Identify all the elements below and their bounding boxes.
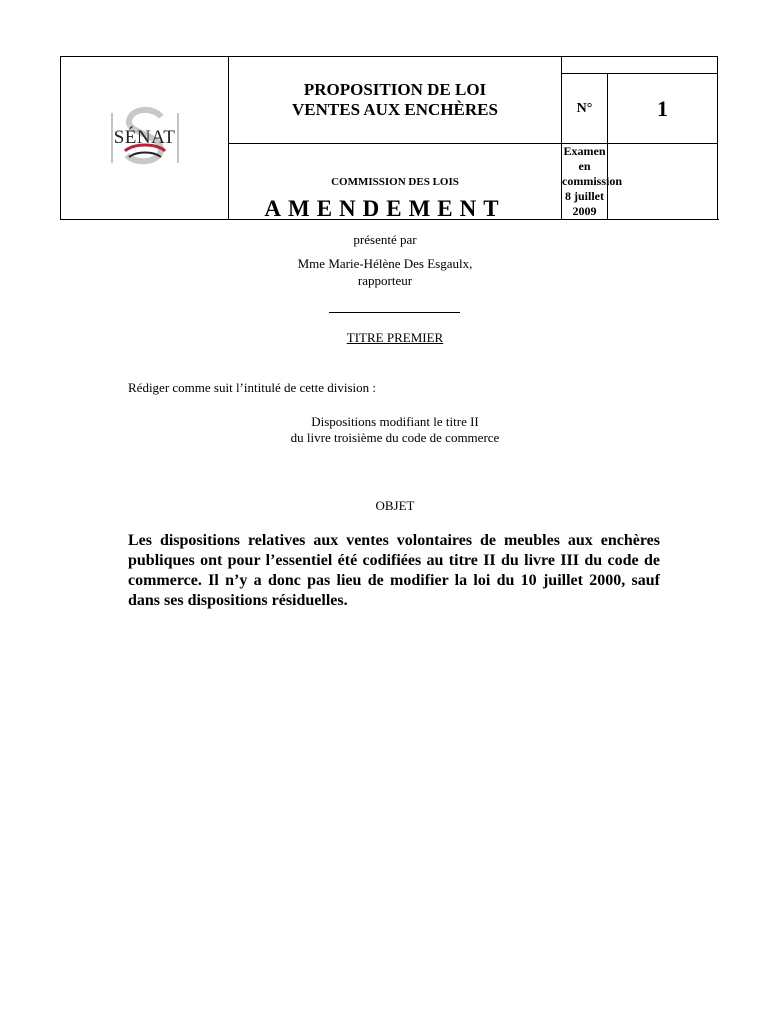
rediger-instruction: Rédiger comme suit l’intitulé de cette division : [128,380,377,395]
author-role: rapporteur [357,273,413,288]
proposition-title [229,57,562,144]
senat-logo-text: SÉNAT [113,127,176,148]
proposition-line2: VENTES AUX ENCHÈRES [292,100,498,119]
author-name: Mme Marie-Hélène Des Esgaulx, [297,256,473,271]
examen-line1: Examen en commission [562,144,622,188]
number-value: 1 [608,74,718,144]
senat-logo [105,103,185,173]
titre-heading: TITRE PREMIER [346,330,444,345]
commission-label: COMMISSION DES LOIS [229,144,562,220]
number-top-strip [562,57,718,74]
examen-date: 8 juillet 2009 [565,189,604,218]
divider [329,312,460,313]
dispositions-line1: Dispositions modifiant le titre II [311,414,479,429]
dispositions-text [0,414,770,446]
dispositions-line2: du livre troisième du code de commerce [290,430,500,445]
number-label: N° [562,74,608,144]
amendement-title: AMENDEMENT [264,196,506,221]
objet-paragraph: Les dispositions relatives aux ventes volontaires de meubles aux enchères publiques ont pour l’essentiel été codifiées au titre II du livre III du code de commerce. Il n’y a donc pas lieu de modifier la loi du 10 juillet 2000, sauf dans ses dispositions résiduelles. [128,532,660,609]
objet-heading: OBJET [375,498,415,513]
proposition-line1: PROPOSITION DE LOI [303,80,487,99]
presente-par: présenté par [353,232,417,247]
